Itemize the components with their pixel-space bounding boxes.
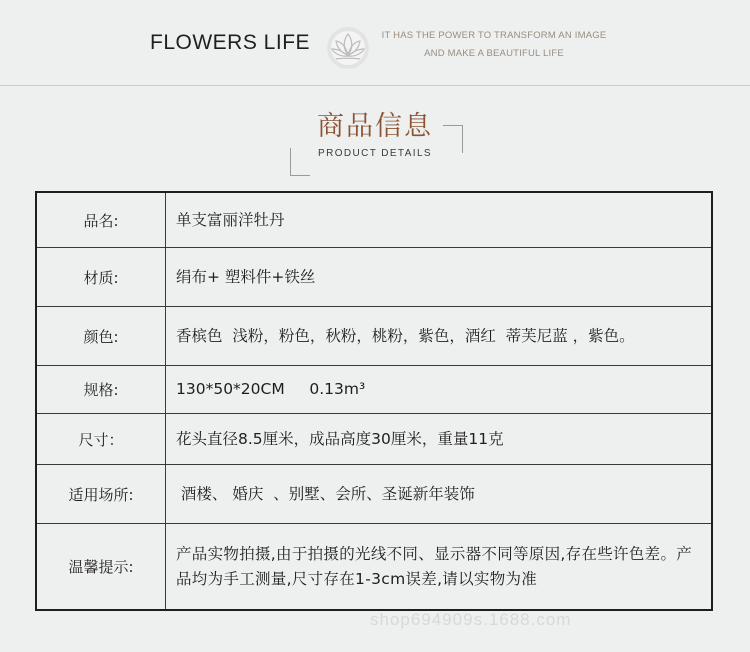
lotus-icon — [322, 22, 374, 70]
row-label: 品名: — [37, 193, 166, 247]
shop-watermark: shop694909s.1688.com — [370, 610, 572, 629]
tagline-line-1: IT HAS THE POWER TO TRANSFORM AN IMAGE — [381, 30, 607, 41]
row-label: 材质: — [37, 248, 166, 306]
table-row-size — [37, 414, 711, 465]
header-divider — [0, 85, 750, 86]
tagline-line-2: AND MAKE A BEAUTIFUL LIFE — [424, 48, 564, 59]
table-row-color — [37, 307, 711, 366]
product-info-table — [35, 191, 713, 611]
table-row-name — [37, 193, 711, 248]
row-label: 尺寸： — [37, 414, 166, 464]
section-subtitle: PRODUCT DETAILS — [318, 148, 432, 159]
table-row-notice — [37, 524, 711, 609]
row-value: 单支富丽洋牡丹 — [176, 210, 285, 229]
row-value: 酒楼、 婚庆 、别墅、会所、圣诞新年装饰 — [176, 484, 475, 503]
table-row-usage — [37, 465, 711, 524]
brand-name: FLOWERS LIFE — [150, 31, 311, 54]
row-label: 颜色: — [37, 307, 166, 365]
row-value: 香槟色 浅粉，粉色，秋粉，桃粉，紫色，酒红 蒂芙尼蓝 ，紫色。 — [176, 326, 635, 345]
table-row-material — [37, 248, 711, 307]
row-value: 绢布+ 塑料件+铁丝 — [176, 267, 316, 286]
row-value: 产品实物拍摄,由于拍摄的光线不同、显示器不同等原因,存在些许色差。产品均为手工测量,尺寸存在1-3cm误差,请以实物为准 — [176, 544, 693, 588]
row-label: 适用场所: — [37, 465, 166, 523]
row-value: 130*50*20CM 0.13m³ — [176, 380, 366, 398]
row-label: 规格: — [37, 366, 166, 413]
row-value: 花头直径8.5厘米，成品高度30厘米，重量11克 — [176, 429, 504, 448]
row-label: 温馨提示: — [37, 524, 166, 609]
table-row-spec — [37, 366, 711, 414]
section-title: 商品信息 — [317, 111, 433, 142]
